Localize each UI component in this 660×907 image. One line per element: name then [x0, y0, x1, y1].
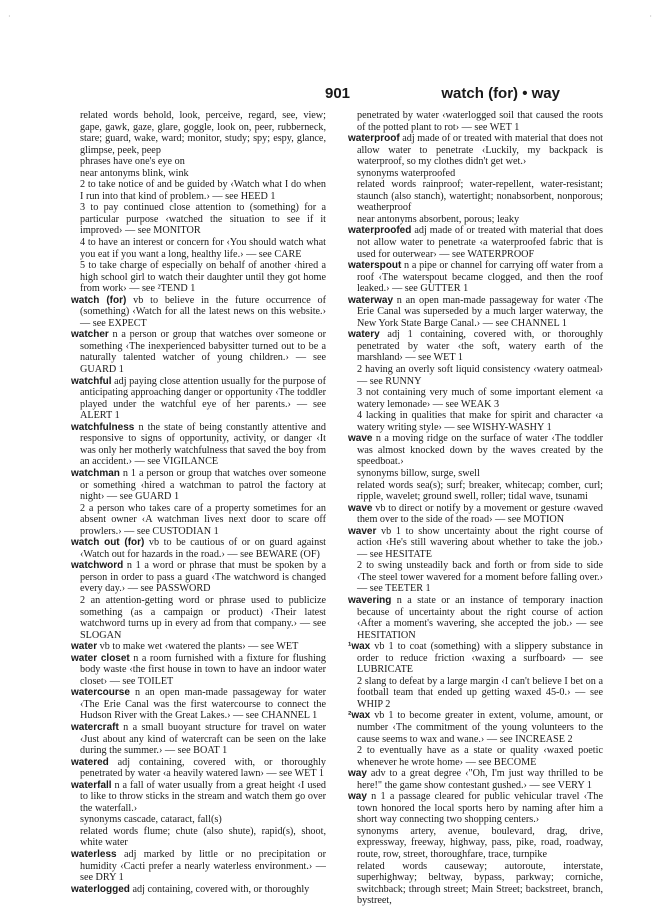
dictionary-entry — [71, 329, 326, 376]
entry-text: 2 to take notice of and be guided by ‹Watch what I do when I run into that kind of problem.› — see HEED 1 — [80, 179, 326, 202]
entry-continuation — [357, 468, 603, 480]
entry-continuation — [80, 826, 326, 849]
headword: way — [348, 791, 367, 803]
dictionary-entry — [348, 594, 603, 641]
dictionary-entry — [348, 502, 603, 526]
headword: watchfulness — [71, 421, 135, 433]
entry-text: n 1 a passage cleared for public vehicular travel ‹The town honored the local sports hero by naming after him a short way connecting two shopping centers.› — [357, 791, 603, 826]
entry-text: 3 not containing very much of some important element ‹a watery lemonade› — see WEAK 3 — [357, 387, 603, 410]
entry-text: n a fall of water usually from a great height ‹I used to like to throw sticks in the stream and watch them go over the waterfall.› — [80, 779, 326, 814]
entry-continuation — [80, 260, 326, 295]
entry-text: n a state or an instance of temporary inaction because of uncertainty about the right course of action ‹After a moment's wavering, she accepted the job.› — see HESITATION — [357, 594, 603, 641]
entry-text: related words causeway; autoroute, interstate, superhighway; beltway, bypass, parkway; corniche, switchback; through street; Main Street; backstreet, branch, bystreet, — [357, 860, 603, 907]
page-number: 901 — [325, 85, 351, 102]
entry-continuation — [80, 237, 326, 260]
entry-continuation — [357, 179, 603, 214]
entry-text: 2 an attention-getting word or phrase used to publicize something (as a campaign or product) ‹Their latest watchword turns up in every ad from that company.› — see SLOGAN — [80, 594, 326, 641]
dictionary-entry — [71, 375, 326, 422]
entry-text: n a small buoyant structure for travel on water ‹Just about any kind of watercraft can be seen on the lake during the summer.› — see BOAT 1 — [80, 721, 326, 757]
entry-text: 2 slang to defeat by a large margin ‹I can't believe I bet on a football team that ended up getting waxed 45-0.› — see WHIP 2 — [357, 675, 603, 710]
entry-text: vb to make wet ‹watered the plants› — see WET — [97, 641, 299, 653]
entry-text: penetrated by water ‹waterlogged soil that caused the roots of the potted plant to rot› — see WET 1 — [357, 110, 603, 133]
entry-continuation — [80, 110, 326, 156]
entry-continuation — [357, 387, 603, 410]
entry-text: synonyms artery, avenue, boulevard, drag, drive, expressway, freeway, highway, pass, pike, road, roadway, route, row, street, thoroughfare, trace, turnpike — [357, 825, 603, 860]
entry-text: synonyms billow, surge, swell — [357, 467, 480, 479]
dictionary-entry — [71, 756, 326, 780]
headword: waver — [348, 525, 377, 537]
dictionary-entry — [348, 260, 603, 295]
entry-continuation — [357, 410, 603, 433]
dictionary-entry — [348, 133, 603, 168]
dictionary-entry — [71, 687, 326, 722]
entry-text: vb 1 to show uncertainty about the right course of action ‹He's still wavering about whether to take the job.› — see HESITATE — [357, 525, 603, 560]
entry-text: n an open man-made passageway for water ‹The Erie Canal was the first watercourse to connect the Hudson River with the Great Lakes.› — see CHANNEL 1 — [80, 687, 326, 722]
entry-text: 4 to have an interest or concern for ‹You should watch what you eat if you want a long, healthy life.› — see CARE — [80, 237, 326, 260]
headword: water closet — [71, 652, 130, 664]
entry-text: adj marked by little or no precipitation or humidity ‹Cacti prefer a nearly waterless environment.› — see DRY 1 — [80, 849, 326, 884]
entry-text: related words rainproof; water-repellent, water-resistant; staunch (also stanch), watertight; nonabsorbent, nonporous; weatherproof — [357, 179, 603, 214]
headword: waterlogged — [71, 883, 130, 895]
headword: waterproof — [348, 133, 400, 145]
entry-text: n 1 a person or group that watches over someone or something ‹hired a watchman to patrol the factory at night› — see GUARD 1 — [80, 467, 326, 503]
entry-text: 5 to take charge of especially on behalf of another ‹hired a high school girl to watch their daughter until they got home from work› — see ²TEND 1 — [80, 260, 326, 295]
entry-continuation — [357, 364, 603, 387]
entry-continuation — [80, 179, 326, 202]
entry-text: 2 to swing unsteadily back and forth or from side to side ‹The steel tower wavered for a moment before falling over.› — see TEETER 1 — [357, 560, 603, 595]
entry-text: vb to be cautious of or on guard against ‹Watch out for hazards in the road.› — see BEWARE (OF) — [80, 537, 326, 560]
dictionary-entry — [71, 421, 326, 468]
left-column — [71, 110, 327, 895]
corner-tick-left: · — [8, 12, 11, 21]
entry-text: n a room furnished with a fixture for flushing body waste ‹the first house in town to have an indoor water closet› — see TOILET — [80, 652, 326, 687]
entry-continuation — [80, 156, 326, 168]
headword: watchword — [71, 560, 124, 572]
headword: watered — [71, 756, 109, 768]
headword: ¹wax — [348, 641, 371, 653]
headword: watcher — [71, 329, 109, 341]
entry-text: related words flume; chute (also shute), rapid(s), shoot, white water — [80, 825, 326, 849]
entry-text: n a pipe or channel for carrying off water from a roof ‹The waterspout became clogged, and then the roof leaked.› — see GUTTER 1 — [357, 260, 603, 295]
entry-text: vb to direct or notify by a movement or gesture ‹waved them over to the side of the road› — see MOTION — [357, 502, 603, 526]
headword: wave — [348, 433, 373, 445]
entry-continuation — [80, 814, 326, 826]
entry-text: adv to a great degree ‹"Oh, I'm just way thrilled to be here!" the game show contestant gushed.› — see VERY 1 — [357, 768, 603, 791]
dictionary-entry — [348, 433, 603, 468]
headword: watch out (for) — [71, 537, 145, 549]
entry-continuation — [357, 214, 603, 226]
entry-text: adj containing, covered with, or thoroughly — [129, 883, 310, 895]
entry-text: near antonyms blink, wink — [80, 167, 189, 179]
headword: wave — [348, 502, 373, 514]
dictionary-entry — [71, 652, 326, 688]
headword: way — [348, 768, 367, 780]
entry-continuation — [357, 480, 603, 503]
entry-continuation — [357, 560, 603, 595]
entry-text: n a moving ridge on the surface of water ‹The toddler was almost knocked down by the waves created by the speedboat.› — [357, 433, 603, 468]
dictionary-entry — [348, 791, 603, 826]
entry-text: 2 to eventually have as a state or quality ‹waxed poetic whenever he wrote home› — see BECOME — [357, 745, 603, 768]
entry-text: vb 1 to coat (something) with a slippery substance in order to reduce friction ‹waxing a surfboard› — see LUBRICATE — [357, 641, 603, 676]
entry-text: adj paying close attention usually for the purpose of anticipating approaching danger or opportunity ‹The toddler played under the watchful eye of her parents.› — see ALERT 1 — [80, 375, 326, 422]
dictionary-entry — [348, 768, 603, 791]
entry-text: adj 1 containing, covered with, or thoroughly penetrated by water ‹the soft, watery earth of the marshland› — see WET 1 — [357, 329, 603, 364]
headword: watch (for) — [71, 294, 127, 306]
entry-text: synonyms cascade, cataract, fall(s) — [80, 814, 222, 826]
dictionary-entry — [71, 560, 326, 595]
dictionary-entry — [71, 467, 326, 503]
entry-text: related words behold, look, perceive, regard, see, view; gape, gawk, gaze, glare, goggle, look on, peer, rubberneck, stare; guard, wake, ward; monitor, study; spy; espy, glance, glimpse, peek, peep — [80, 110, 326, 156]
headword: watercraft — [71, 721, 119, 733]
entry-text: phrases have one's eye on — [80, 156, 185, 168]
dictionary-entry — [71, 849, 326, 884]
headword: watercourse — [71, 687, 130, 699]
dictionary-entry — [348, 225, 603, 260]
dictionary-entry — [71, 537, 326, 560]
entry-text: vb to believe in the future occurrence of (something) ‹Watch for all the latest news on this website.› — see EXPECT — [80, 294, 327, 329]
headword: waterspout — [348, 260, 402, 272]
headword: ²wax — [348, 710, 371, 722]
entry-continuation — [80, 168, 326, 180]
entry-continuation — [357, 110, 603, 133]
dictionary-entry — [348, 525, 603, 561]
right-column — [348, 110, 603, 907]
headword: waterproofed — [348, 225, 412, 237]
corner-tick-right: · — [649, 12, 652, 21]
dictionary-entry — [71, 294, 327, 330]
dictionary-entry — [348, 294, 603, 330]
entry-text: adj made of or treated with material that does not allow water to penetrate ‹a waterproofed fabric that is used for outerwear› — see WATERPROOF — [357, 225, 603, 260]
entry-text: n the state of being constantly attentive and responsive to signs of opportunity, activity, or danger ‹It was only her motherly watchfulness that saved the boy from an accident.› — see VIGILANCE — [80, 421, 326, 468]
entry-text: related words sea(s); surf; breaker, whitecap; comber, curl; ripple, wavelet; ground swell, roller; tidal wave, tsunami — [357, 479, 603, 503]
headword: waterfall — [71, 779, 112, 791]
headword: watchful — [71, 375, 112, 387]
running-head: watch (for) • way — [441, 85, 560, 102]
entry-continuation — [80, 202, 326, 237]
entry-text: 2 having an overly soft liquid consistency ‹watery oatmeal› — see RUNNY — [357, 364, 603, 387]
entry-continuation — [357, 826, 603, 861]
entry-text: 4 lacking in qualities that make for spirit and character ‹a watery writing style› — see WISHY-WASHY 1 — [357, 410, 603, 433]
entry-continuation — [357, 168, 603, 180]
entry-continuation — [357, 861, 603, 907]
headword: watchman — [71, 467, 120, 479]
dictionary-entry — [348, 641, 603, 676]
dictionary-entry — [71, 779, 326, 815]
dictionary-entry — [348, 710, 603, 745]
entry-text: synonyms waterproofed — [357, 167, 456, 179]
entry-text: 2 a person who takes care of a property sometimes for an absent owner ‹A watchman lives next door to scare off prowlers.› — see CUSTODIAN 1 — [80, 502, 326, 537]
headword: wavering — [348, 594, 392, 606]
entry-text: n a person or group that watches over someone or something ‹The inexperienced babysitter turned out to be a naturally talented watcher of young children.› — see GUARD 1 — [80, 329, 326, 376]
entry-continuation — [80, 595, 326, 641]
entry-text: 3 to pay continued close attention to (something) for a particular purpose ‹watched the situation to see if it improved› — see MONITOR — [80, 202, 326, 237]
dictionary-entry — [71, 641, 326, 653]
headword: watery — [348, 329, 380, 341]
entry-text: vb 1 to become greater in extent, volume, amount, or number ‹The commitment of the young volunteers to the cause seems to wax and wane.› — see INCREASE 2 — [357, 710, 603, 745]
dictionary-entry — [348, 329, 603, 364]
dictionary-entry — [71, 721, 326, 757]
entry-text: n an open man-made passageway for water ‹The Erie Canal was superseded by a much larger waterway, the New York State Barge Canal.› — see CHANNEL 1 — [357, 294, 603, 329]
entry-text: n 1 a word or phrase that must be spoken by a person in order to pass a guard ‹The watchword is changed every day.› — see PASSWORD — [80, 560, 326, 595]
dictionary-entry — [71, 883, 326, 896]
headword: waterway — [348, 294, 394, 306]
entry-continuation — [357, 676, 603, 711]
entry-continuation — [80, 503, 326, 538]
headword: water — [71, 641, 98, 653]
entry-continuation — [357, 745, 603, 768]
entry-text: adj containing, covered with, or thoroughly penetrated by water ‹a heavily watered lawn› — see WET 1 — [80, 756, 326, 780]
headword: waterless — [71, 849, 117, 860]
entry-text: adj made of or treated with material that does not allow water to penetrate ‹Luckily, my backpack is waterproof, so my clothes didn't get wet.› — [357, 133, 603, 168]
entry-text: near antonyms absorbent, porous; leaky — [357, 213, 520, 225]
